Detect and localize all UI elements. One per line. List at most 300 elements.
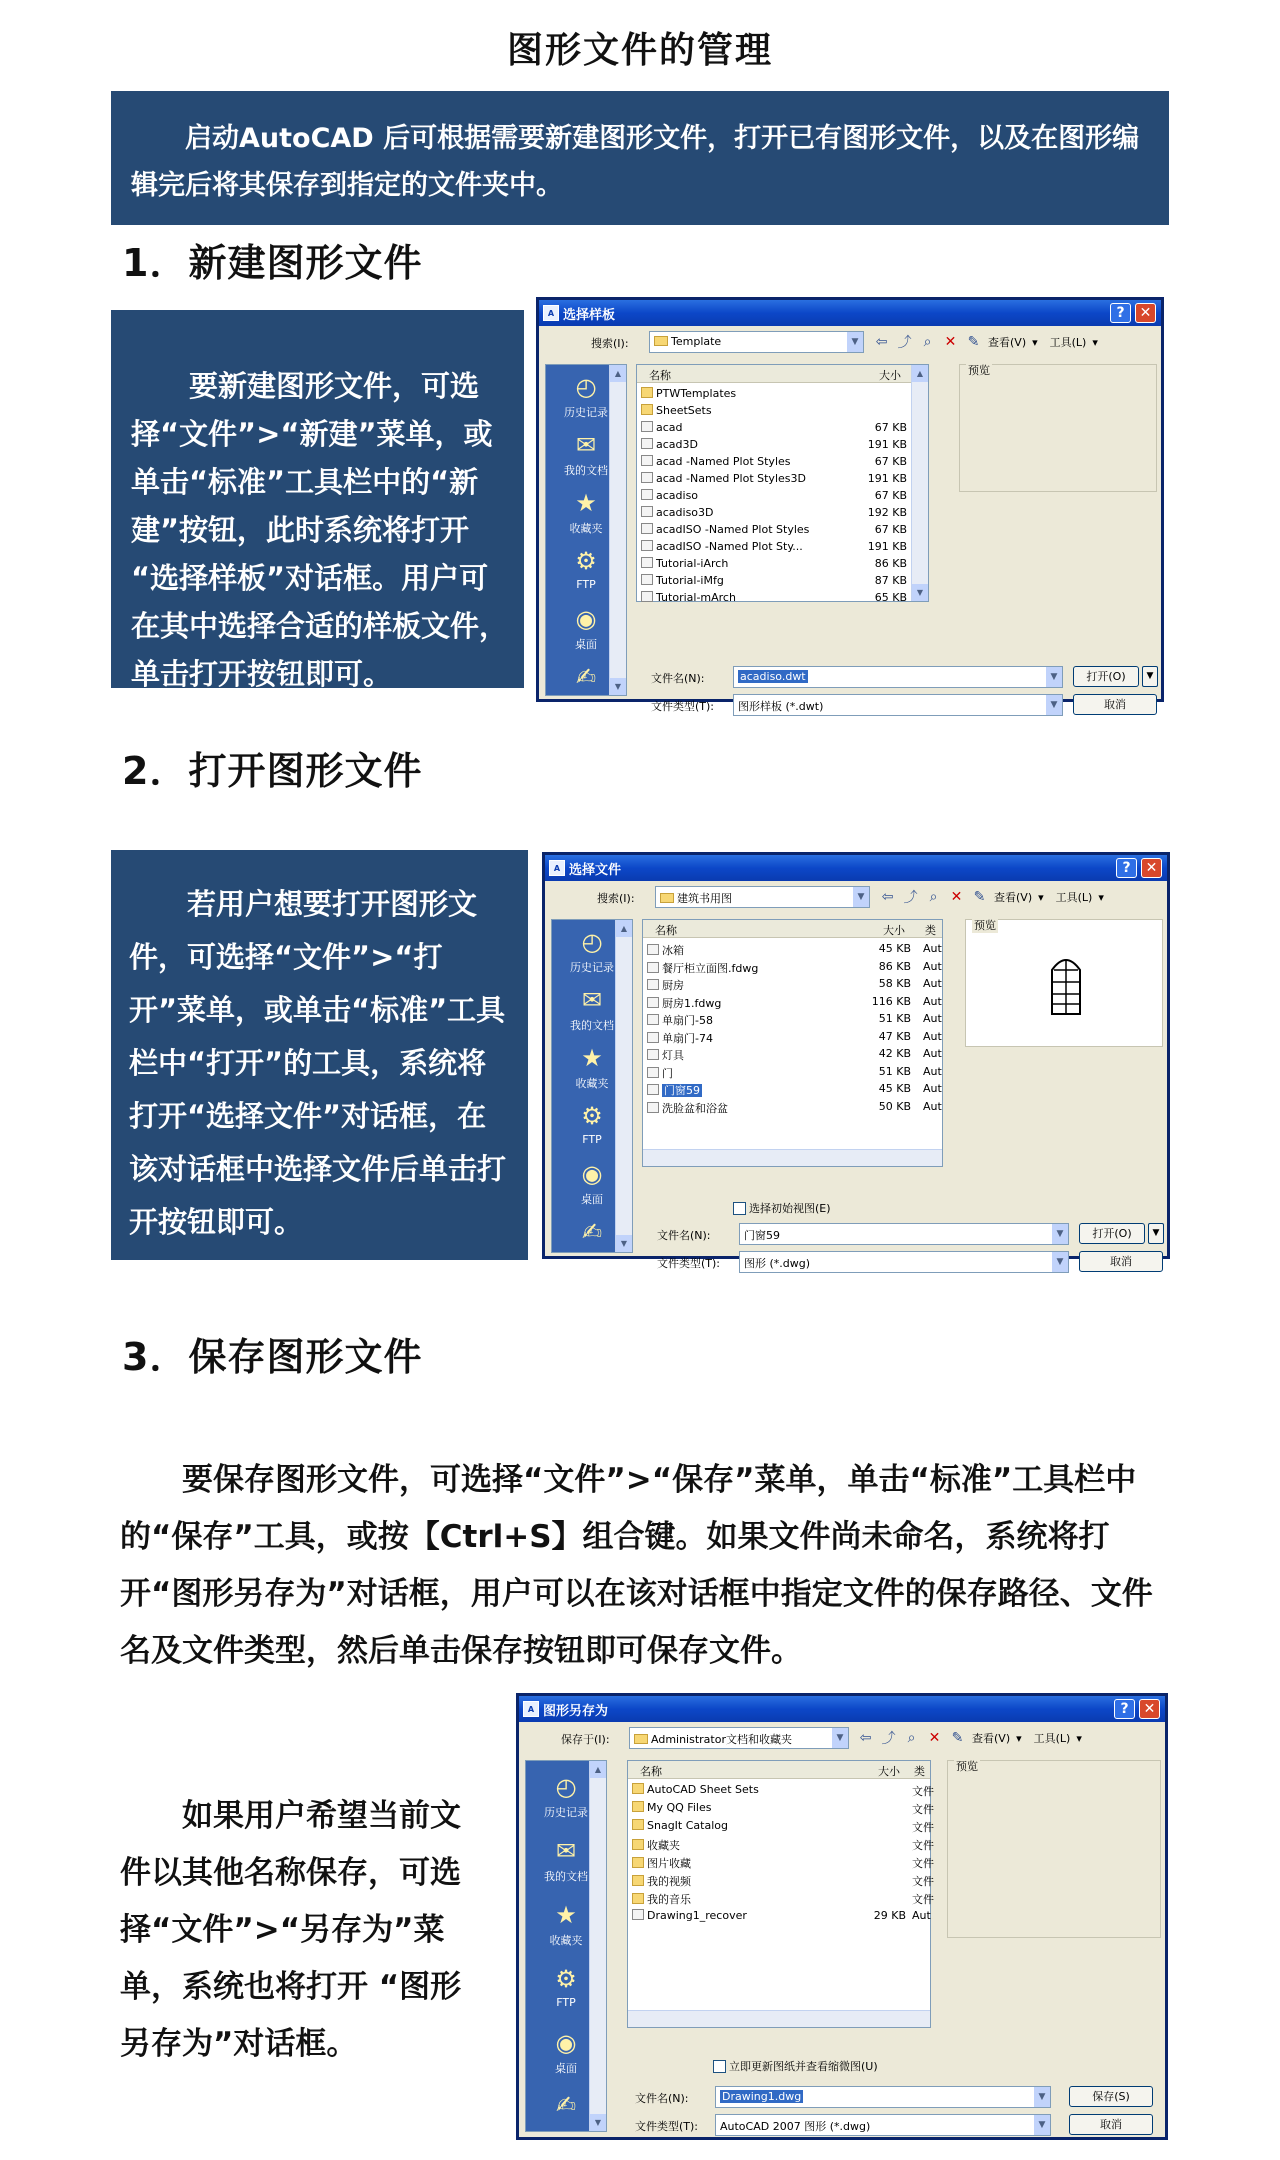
section2-text-box: [111, 850, 528, 1260]
section2-title: 打开图形文件: [188, 749, 423, 793]
tools-menu[interactable]: 工具(L): [1055, 891, 1093, 904]
col-name[interactable]: 名称: [649, 369, 671, 382]
section3-number: 3．: [122, 1335, 189, 1379]
star-icon: ★: [581, 1044, 603, 1072]
savein-label: 保存于(I):: [561, 1733, 610, 1746]
file-name: [632, 1783, 759, 1796]
place-desktop[interactable]: ◉ 桌面: [552, 1160, 632, 1207]
file-size: 51 KB: [878, 1012, 911, 1025]
file-name: [641, 591, 736, 604]
section3-title: 保存图形文件: [188, 1335, 423, 1379]
file-name: [647, 1030, 713, 1046]
file-name-text: 厨房: [662, 979, 684, 992]
list-item[interactable]: [643, 1080, 942, 1097]
file-name: [641, 557, 728, 570]
list-item[interactable]: [643, 993, 942, 1010]
chevron-down-icon[interactable]: ▼: [831, 1728, 848, 1748]
place-favorites[interactable]: ★ 收藏夹: [552, 1044, 632, 1091]
file-size: 65 KB: [874, 591, 907, 604]
checkbox-box[interactable]: [733, 1202, 746, 1215]
folder-icon: ✍: [581, 1218, 603, 1246]
tools-menu[interactable]: 工具(L): [1033, 1732, 1071, 1745]
file-icon: [641, 489, 653, 500]
place-history[interactable]: ◴ 历史记录: [526, 1773, 606, 1820]
file-name-text: 我的视频: [647, 1875, 691, 1888]
file-type: Aut: [923, 1082, 942, 1095]
preview-pane: [965, 919, 1163, 1047]
file-name: [632, 1819, 728, 1832]
file-size: 58 KB: [878, 977, 911, 990]
list-item[interactable]: [637, 521, 928, 538]
chevron-down-icon[interactable]: ▾: [1076, 1731, 1082, 1745]
file-icon: [632, 1909, 644, 1920]
cancel-button[interactable]: 取消: [1079, 1251, 1163, 1272]
file-size: 191 KB: [867, 438, 907, 451]
section1-number: 1．: [122, 241, 189, 285]
lookin-combo[interactable]: [655, 886, 870, 908]
file-name: [647, 1012, 713, 1028]
list-item[interactable]: [637, 538, 928, 555]
col-size[interactable]: 大小: [878, 1765, 900, 1778]
view-menu[interactable]: 查看(V): [988, 336, 1027, 349]
new-folder-icon[interactable]: ✎: [967, 334, 980, 350]
star-icon: ★: [575, 489, 597, 517]
places-bar: [545, 364, 627, 696]
list-item[interactable]: [628, 1799, 934, 1816]
places-scrollbar[interactable]: ▲ ▼: [609, 365, 626, 695]
file-name: [632, 1909, 747, 1922]
file-name: [641, 506, 714, 519]
dialog-titlebar: [539, 300, 1161, 326]
file-icon: [641, 523, 653, 534]
chevron-down-icon[interactable]: ▾: [1092, 335, 1098, 349]
window-preview-icon: [1046, 948, 1086, 1018]
file-icon: [647, 1032, 659, 1043]
file-name-text: 门窗59: [664, 1084, 700, 1097]
chevron-down-icon[interactable]: ▼: [1033, 2087, 1050, 2107]
place-ftp[interactable]: ⚙ FTP: [552, 1102, 632, 1146]
file-name-text: acadiso: [656, 489, 699, 502]
file-name: [647, 1082, 702, 1098]
list-item[interactable]: [637, 589, 928, 606]
file-icon: [641, 438, 653, 449]
file-type: Aut: [923, 1099, 942, 1113]
chevron-down-icon[interactable]: ▼: [846, 332, 863, 352]
delete-icon[interactable]: ✕: [950, 889, 963, 905]
filetype-label: 文件类型(T):: [657, 1257, 721, 1270]
col-size[interactable]: 大小: [879, 369, 901, 382]
list-item[interactable]: [637, 453, 928, 470]
file-size: 191 KB: [867, 472, 907, 485]
folder-icon: [654, 336, 668, 346]
open-dropdown-button[interactable]: ▼: [1142, 666, 1158, 687]
place-ftp[interactable]: ⚙ FTP: [526, 1965, 606, 2009]
open-dropdown-button[interactable]: ▼: [1148, 1223, 1164, 1244]
file-type: Aut: [923, 994, 942, 1008]
file-type: Aut: [923, 1064, 942, 1078]
lookin-label: 搜索(I):: [597, 892, 635, 905]
file-size: 192 KB: [867, 506, 907, 519]
history-icon: ◴: [581, 928, 603, 956]
file-icon: [647, 1067, 659, 1078]
file-name-text: SheetSets: [656, 404, 712, 417]
filename-input[interactable]: [739, 1223, 1069, 1245]
section1-title: 新建图形文件: [188, 241, 423, 285]
file-type: 文件: [912, 1785, 934, 1798]
dialog-title: 选择样板: [563, 307, 616, 323]
list-item[interactable]: [628, 1835, 934, 1852]
desktop-icon: ◉: [581, 1160, 603, 1188]
file-name-text: acadiso3D: [656, 506, 714, 519]
list-item[interactable]: [637, 487, 928, 504]
file-name-text: Drawing1_recover: [647, 1909, 747, 1922]
open-button[interactable]: 打开(O): [1073, 666, 1139, 687]
filetype-value: 图形 (*.dwg): [744, 1257, 811, 1270]
file-name-text: Tutorial-mArch: [656, 591, 736, 604]
new-folder-icon[interactable]: ✎: [951, 1730, 964, 1746]
lookin-label: 搜索(I):: [591, 337, 629, 350]
file-name: [647, 1100, 728, 1116]
file-type: 文件: [912, 1857, 934, 1870]
col-type[interactable]: 类: [925, 924, 936, 937]
checkbox-box[interactable]: [713, 2060, 726, 2073]
dialog-body: [545, 881, 1167, 1270]
list-item[interactable]: [637, 385, 928, 402]
chevron-down-icon[interactable]: ▼: [1045, 667, 1062, 687]
filetype-select[interactable]: [739, 1251, 1069, 1273]
list-item[interactable]: [637, 419, 928, 436]
save-button[interactable]: 保存(S): [1069, 2086, 1153, 2107]
file-icon: [647, 1049, 659, 1060]
initial-view-checkbox[interactable]: 选择初始视图(E): [733, 1200, 831, 1216]
view-menu[interactable]: 查看(V): [972, 1732, 1011, 1745]
file-name-text: Tutorial-iMfg: [656, 574, 724, 587]
delete-icon[interactable]: ✕: [944, 334, 957, 350]
list-item[interactable]: [637, 402, 928, 419]
filename-value: acadiso.dwt: [740, 670, 806, 683]
file-name-text: acadISO -Named Plot Styles: [656, 523, 810, 536]
filetype-label: 文件类型(T):: [651, 700, 715, 713]
list-item[interactable]: [628, 1817, 934, 1834]
file-type: Aut: [923, 977, 942, 990]
list-item[interactable]: [643, 1063, 942, 1080]
file-name-text: 单扇门-74: [662, 1031, 713, 1045]
file-icon: [647, 1084, 659, 1095]
places-scrollbar[interactable]: ▲ ▼: [615, 920, 632, 1252]
file-size: 50 KB: [878, 1099, 911, 1113]
file-type: 文件: [912, 1893, 934, 1906]
list-item[interactable]: [637, 572, 928, 589]
file-name: [641, 404, 712, 417]
place-documents[interactable]: ✉ 我的文档: [546, 431, 626, 478]
file-size: 86 KB: [874, 557, 907, 570]
file-name-text: 灯具: [662, 1049, 684, 1062]
place-favorites[interactable]: ★ 收藏夹: [526, 1901, 606, 1948]
file-list[interactable]: [636, 364, 929, 602]
list-item[interactable]: [637, 436, 928, 453]
file-name: [641, 574, 724, 587]
close-button[interactable]: ✕: [1141, 858, 1162, 878]
file-name: [641, 387, 736, 400]
file-icon: [647, 997, 659, 1008]
file-icon: [647, 1014, 659, 1025]
documents-icon: ✉: [581, 986, 603, 1014]
folder-icon: ✍: [575, 663, 597, 691]
chevron-down-icon[interactable]: ▾: [1038, 890, 1044, 904]
file-icon: [641, 455, 653, 466]
file-name-text: 餐厅柜立面图.fdwg: [662, 961, 759, 975]
chevron-down-icon[interactable]: ▾: [1098, 890, 1104, 904]
file-name-text: 冰箱: [662, 944, 684, 957]
chevron-down-icon[interactable]: ▾: [1016, 1731, 1022, 1745]
list-item[interactable]: [628, 1889, 934, 1906]
file-type: Aut: [923, 959, 942, 973]
autocad-icon: A: [523, 1701, 539, 1717]
filetype-label: 文件类型(T):: [635, 2120, 699, 2133]
preview-pane: [959, 364, 1157, 492]
cancel-button[interactable]: 取消: [1073, 694, 1157, 715]
savein-value: Administrator文档和收藏夹: [651, 1733, 792, 1746]
file-name-text: 门: [662, 1066, 673, 1080]
filetype-value: 图形样板 (*.dwt): [738, 700, 824, 713]
filetype-select[interactable]: [733, 694, 1063, 716]
file-name-text: 洗脸盆和浴盆: [662, 1101, 728, 1115]
place-documents[interactable]: ✉ 我的文档: [526, 1837, 606, 1884]
folder-icon: [632, 1801, 644, 1812]
folder-icon: [641, 404, 653, 415]
place-desktop[interactable]: ◉ 桌面: [526, 2029, 606, 2076]
list-item[interactable]: [637, 555, 928, 572]
file-name: [647, 960, 758, 976]
file-size: 42 KB: [878, 1047, 911, 1060]
up-folder-icon[interactable]: ⤴: [903, 890, 918, 906]
list-item[interactable]: [637, 470, 928, 487]
col-name[interactable]: 名称: [655, 924, 677, 937]
file-name: [647, 942, 684, 958]
file-type: Aut: [923, 942, 942, 955]
place-desktop[interactable]: ◉ 桌面: [546, 605, 626, 652]
file-name-text: SnagIt Catalog: [647, 1819, 728, 1832]
filename-label: 文件名(N):: [651, 672, 705, 685]
folder-icon: [632, 1857, 644, 1868]
file-size: 67 KB: [874, 421, 907, 434]
section3-text: 要保存图形文件，可选择“文件”>“保存”菜单，单击“标准”工具栏中的“保存”工具，或按【Ctrl+S】组合键。如果文件尚未命名，系统将打开“图形另存为”对话框，用户可以在该对话框中指定文件的保存路径、文件名及文件类型，然后单击保存按钮即可保存文件。: [120, 1462, 1153, 1669]
list-header: [637, 365, 928, 383]
list-item[interactable]: [643, 1098, 942, 1115]
chevron-down-icon[interactable]: ▼: [1051, 1224, 1068, 1244]
places-bar: [551, 919, 633, 1253]
file-name: [641, 540, 803, 553]
list-item[interactable]: [643, 1010, 942, 1027]
up-folder-icon[interactable]: ⤴: [881, 1731, 896, 1747]
back-icon[interactable]: ⇦: [881, 889, 894, 905]
section1-text-box: [111, 310, 524, 691]
file-list[interactable]: [642, 919, 943, 1167]
file-name: [641, 421, 683, 434]
chevron-down-icon[interactable]: ▼: [1033, 2115, 1050, 2135]
file-name: [647, 977, 684, 993]
file-size: 86 KB: [878, 959, 911, 973]
folder-icon: [634, 1734, 648, 1744]
list-item[interactable]: [628, 1781, 934, 1798]
file-icon: [647, 962, 659, 973]
file-icon: [641, 591, 653, 602]
file-icon: [641, 557, 653, 568]
folder-icon: [641, 387, 653, 398]
list-item[interactable]: [637, 504, 928, 521]
update-thumbnail-checkbox[interactable]: 立即更新图纸并查看缩微图(U): [713, 2058, 878, 2074]
file-name: [632, 1891, 691, 1907]
file-icon: [641, 472, 653, 483]
col-name[interactable]: 名称: [640, 1765, 662, 1778]
lookin-combo[interactable]: [649, 331, 864, 353]
file-name-text: 单扇门-58: [662, 1014, 713, 1027]
desktop-icon: ◉: [575, 605, 597, 633]
folder-icon: [632, 1875, 644, 1886]
place-history[interactable]: ◴ 历史记录: [552, 928, 632, 975]
file-icon: [647, 944, 659, 955]
back-icon[interactable]: ⇦: [875, 334, 888, 350]
file-size: 191 KB: [867, 540, 907, 553]
chevron-down-icon[interactable]: ▼: [1045, 695, 1062, 715]
chevron-down-icon[interactable]: ▾: [1032, 335, 1038, 349]
help-button[interactable]: ?: [1116, 858, 1137, 878]
col-type[interactable]: 类: [914, 1765, 925, 1778]
file-size: 116 KB: [871, 994, 911, 1008]
dialog-title: 图形另存为: [543, 1703, 609, 1719]
list-item[interactable]: [643, 940, 942, 957]
search-icon[interactable]: ⌕: [929, 889, 938, 905]
file-size: 47 KB: [878, 1029, 911, 1043]
save-as-dialog: [516, 1693, 1168, 2140]
file-list[interactable]: [627, 1760, 934, 2028]
close-button[interactable]: ✕: [1139, 1699, 1160, 1719]
file-name: [641, 455, 791, 468]
file-type: 文件: [912, 1875, 934, 1888]
file-name-text: acad -Named Plot Styles3D: [656, 472, 806, 485]
list-item[interactable]: [628, 1853, 934, 1870]
chevron-down-icon[interactable]: ▼: [1051, 1252, 1068, 1272]
dialog-toolbar: [873, 332, 1098, 352]
section2-text: 若用户想要打开图形文件，可选择“文件”>“打开”菜单，或单击“标准”工具栏中“打开”的工具，系统将打开“选择文件”对话框，在该对话框中选择文件后单击打开按钮即可。: [129, 887, 507, 1239]
filename-label: 文件名(N):: [635, 2092, 689, 2105]
list-header: [628, 1761, 930, 1779]
dialog-body: [539, 326, 1161, 713]
file-name: [641, 523, 809, 536]
preview-label: 预览: [974, 919, 996, 932]
file-name-text: acadISO -Named Plot Sty...: [656, 540, 803, 553]
list-hscrollbar[interactable]: [628, 2010, 930, 2027]
filename-input[interactable]: [733, 666, 1063, 688]
file-name-text: 收藏夹: [647, 1839, 680, 1852]
file-name-text: acad -Named Plot Styles: [656, 455, 791, 468]
select-file-dialog: [542, 852, 1170, 1270]
list-item[interactable]: [643, 958, 942, 975]
ftp-icon: ⚙: [581, 1102, 603, 1130]
help-button[interactable]: ?: [1114, 1699, 1135, 1719]
file-size: 67 KB: [874, 523, 907, 536]
list-item[interactable]: [643, 1045, 942, 1062]
dialog-toolbar: [857, 1728, 1082, 1748]
file-icon: [647, 1102, 659, 1113]
open-button[interactable]: 打开(O): [1079, 1223, 1145, 1244]
folder-icon: ✍: [555, 2091, 577, 2119]
chevron-down-icon[interactable]: ▼: [852, 887, 869, 907]
file-icon: [641, 421, 653, 432]
file-name: [647, 995, 721, 1011]
history-icon: ◴: [555, 1773, 577, 1801]
section2-heading: [122, 740, 422, 795]
autocad-icon: A: [549, 860, 565, 876]
file-type: Aut: [923, 1012, 942, 1025]
list-header: [643, 920, 942, 938]
section1-heading: [122, 232, 422, 287]
filetype-value: AutoCAD 2007 图形 (*.dwg): [720, 2120, 871, 2133]
back-icon[interactable]: ⇦: [859, 1730, 872, 1746]
list-item[interactable]: [643, 1028, 942, 1045]
folder-icon: [632, 1819, 644, 1830]
savein-combo[interactable]: [629, 1727, 849, 1749]
file-type: 文件: [912, 1803, 934, 1816]
list-item[interactable]: [643, 975, 942, 992]
cancel-button[interactable]: 取消: [1069, 2114, 1153, 2135]
place-history[interactable]: ◴ 历史记录: [546, 373, 626, 420]
up-folder-icon[interactable]: ⤴: [897, 335, 912, 351]
file-name-text: AutoCAD Sheet Sets: [647, 1783, 759, 1796]
file-size: 67 KB: [874, 455, 907, 468]
list-scrollbar[interactable]: ▲ ▼: [911, 365, 928, 601]
search-icon[interactable]: ⌕: [923, 334, 932, 350]
new-folder-icon[interactable]: ✎: [973, 889, 986, 905]
place-favorites[interactable]: ★ 收藏夹: [546, 489, 626, 536]
section2-number: 2．: [122, 749, 189, 793]
file-size: 45 KB: [878, 1082, 911, 1095]
list-hscrollbar[interactable]: [643, 1149, 942, 1166]
list-item[interactable]: [628, 1907, 930, 1924]
delete-icon[interactable]: ✕: [928, 1730, 941, 1746]
file-name-text: Tutorial-iArch: [656, 557, 729, 570]
filename-label: 文件名(N):: [657, 1229, 711, 1242]
select-template-dialog: [536, 297, 1164, 713]
ftp-icon: ⚙: [555, 1965, 577, 1993]
dialog-title: 选择文件: [569, 862, 622, 878]
dialog-toolbar: [879, 887, 1104, 907]
close-button[interactable]: ✕: [1135, 303, 1156, 323]
place-documents[interactable]: ✉ 我的文档: [552, 986, 632, 1033]
help-button[interactable]: ?: [1110, 303, 1131, 323]
filetype-select[interactable]: [715, 2114, 1051, 2136]
folder-icon: [632, 1839, 644, 1850]
section3-text2: 如果用户希望当前文件以其他名称保存，可选择“文件”>“另存为”菜单，系统也将打开 “图形另存为”对话框。: [120, 1798, 462, 2062]
file-name: [641, 472, 806, 485]
intro-box: 启动AutoCAD 后可根据需要新建图形文件，打开已有图形文件，以及在图形编辑完后将其保存到指定的文件夹中。: [111, 91, 1169, 225]
search-icon[interactable]: ⌕: [907, 1730, 916, 1746]
col-size[interactable]: 大小: [883, 924, 905, 937]
file-type: Aut: [912, 1909, 931, 1922]
file-size: 29 KB: [873, 1909, 906, 1922]
list-item[interactable]: [628, 1871, 934, 1888]
filename-input[interactable]: [715, 2086, 1051, 2108]
view-menu[interactable]: 查看(V): [994, 891, 1033, 904]
preview-pane: [947, 1760, 1161, 1938]
place-ftp[interactable]: ⚙ FTP: [546, 547, 626, 591]
documents-icon: ✉: [555, 1837, 577, 1865]
file-name: [647, 1065, 673, 1081]
file-name-text: acad3D: [656, 438, 698, 451]
tools-menu[interactable]: 工具(L): [1049, 336, 1087, 349]
places-scrollbar[interactable]: ▲ ▼: [589, 1761, 606, 2131]
file-name: [647, 1047, 684, 1063]
